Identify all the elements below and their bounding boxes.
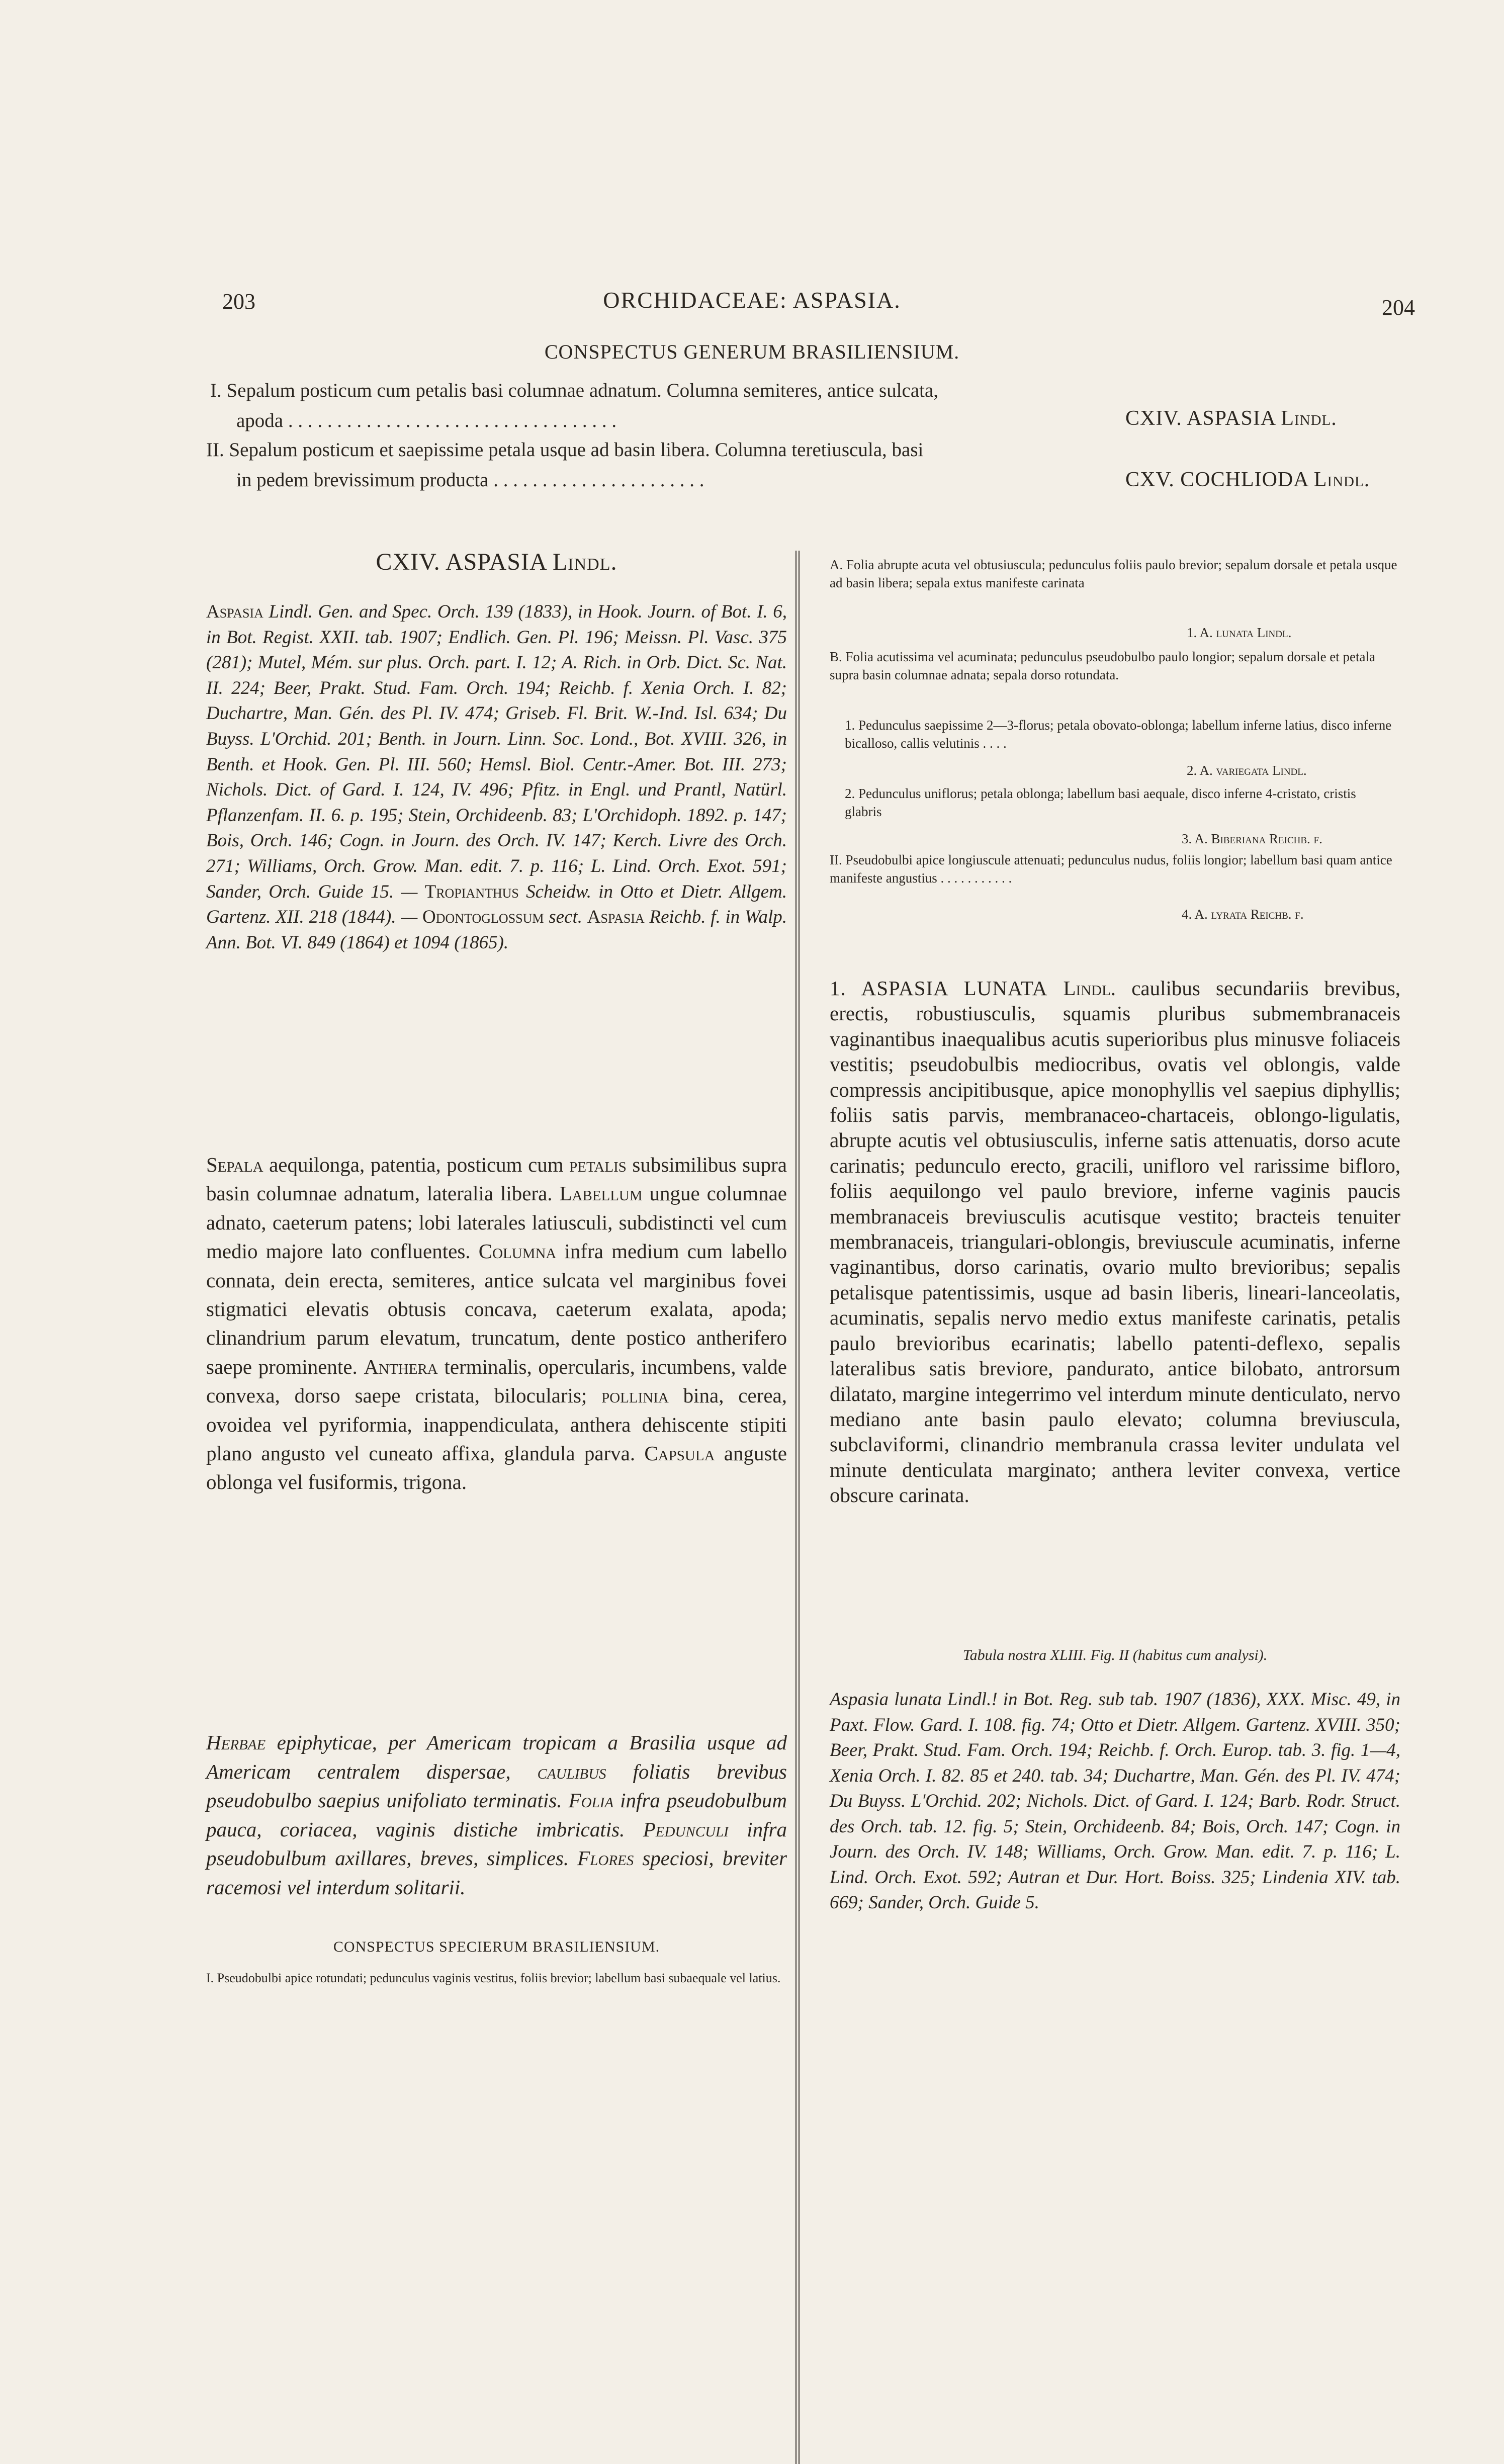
- habit-text: epiphyticae, per Americam tropicam a Brasilia usque ad Americam centralem dispersae,: [206, 1731, 787, 1783]
- desc-term: Anthera: [364, 1355, 438, 1378]
- synonym-odontoglossum-refs: Reichb. f. in Walp. Ann. Bot. VI. 849 (1864) et 1094 (1865).: [206, 907, 787, 953]
- genus-key-entry-1-genus: CXIV. ASPASIA: [1125, 407, 1275, 430]
- desc-term: pollinia: [601, 1384, 669, 1407]
- desc-text: anguste oblonga vel fusiformis, trigona.: [206, 1442, 787, 1494]
- desc-term: Sepala: [206, 1153, 263, 1176]
- genus-key-entry-2-target: [1125, 468, 1370, 492]
- habit-text: infra pseudobulbum pauca, coriacea, vaginis distiche imbricatis.: [206, 1789, 787, 1841]
- species-1-heading: 1. ASPASIA LUNATA: [830, 977, 1048, 1000]
- desc-text: aequilonga, patentia, posticum cum: [263, 1153, 570, 1176]
- genus-author: Lindl.: [552, 549, 617, 575]
- species-key-entry-B1: 1. Pedunculus saepissime 2—3-florus; petala obovato-oblonga; labellum inferne latius, disco inferne bicalloso, callis velutinis . . . .: [845, 718, 1392, 751]
- habit-term: Folia: [568, 1789, 614, 1812]
- species-key-II-result: 4. A. lyrata Reichb. f.: [1182, 907, 1304, 922]
- species-key-entry-A: A. Folia abrupte acuta vel obtusiuscula; pedunculus foliis paulo brevior; sepalum dorsale et petala usque ad basin libera; sepala extus manifeste carinata: [830, 557, 1397, 590]
- habit-term: Pedunculi: [643, 1817, 729, 1841]
- genus-key-entry-1-line1: I. Sepalum posticum cum petalis basi columnae adnatum. Columna semiteres, antice sulcata,: [210, 380, 939, 401]
- habit-term: Flores: [577, 1846, 634, 1870]
- genus-refs-lead: Aspasia: [206, 601, 263, 622]
- species-key-entry-B: B. Folia acutissima vel acuminata; pedunculus pseudobulbo paulo longior; sepalum dorsale et petala supra basin columnae adnata; sepala dorso rotundata.: [830, 649, 1375, 682]
- synonym-tropianthus-refs: Scheidw. in Otto et Dietr. Allgem. Gartenz. XII. 218 (1844). —: [206, 881, 787, 928]
- habit-text: infra pseudobulbum axillares, breves, simplices.: [206, 1817, 787, 1870]
- species-1-description: [830, 976, 1400, 1508]
- species-key-B2-result: 3. A. Biberiana Reichb. f.: [1182, 831, 1322, 846]
- synonym-sect-name: Aspasia: [587, 907, 645, 928]
- species-1-references: Aspasia lunata Lindl.! in Bot. Reg. sub tab. 1907 (1836), XXX. Misc. 49, in Paxt. Flow. Gard. I. 108. fig. 74; Otto et Dietr. Allgem. Gartenz. XVIII. 350; Beer, Prakt. Stud. Fam. Orch. 194; Reichb. f. Orch. Europ. tab. 3. fig. 1—4, Xenia Orch. I. 82. 85 et 240. tab. 34; Duchartre, Man. Gén. des Pl. IV. 474; Du Buyss. L'Orchid. 202; Nichols. Dict. of Gard. I. 124; Barb. Rodr. Struct. des Orch. tab. 12. fig. 5; Stein, Orchideenb. 84; Bois, Orch. 147; Cogn. in Journ. des Orch. IV. 148; Williams, Orch. Grow. Man. edit. 7. p. 116; L. Lind. Orch. Exot. 592; Autran et Dur. Hort. Boiss. 325; Lindenia XIV. tab. 669; Sander, Orch. Guide 5.: [830, 1689, 1400, 1913]
- desc-text: ungue columnae adnato, caeterum patens; lobi laterales latiusculi, subdistincti vel cum medio majore lato confluentes.: [206, 1182, 787, 1263]
- synonym-sect-label: sect.: [544, 907, 587, 928]
- desc-term: Columna: [478, 1240, 557, 1263]
- genus-refs-body: Lindl. Gen. and Spec. Orch. 139 (1833), in Hook. Journ. of Bot. I. 6, in Bot. Regist. XXII. tab. 1907; Endlich. Gen. Pl. 196; Meissn. Pl. Vasc. 375 (281); Mutel, Mém. sur plus. Orch. part. I. 12; A. Rich. in Orb. Dict. Sc. Nat. II. 224; Beer, Prakt. Stud. Fam. Orch. 194; Reichb. f. Xenia Orch. I. 82; Duchartre, Man. Gén. des Pl. IV. 474; Griseb. Fl. Brit. W.-Ind. Isl. 634; Du Buyss. L'Orchid. 201; Benth. in Journ. Linn. Soc. Lond., Bot. XVIII. 326, in Benth. et Hook. Gen. Pl. III. 560; Hemsl. Biol. Centr.-Amer. Bot. III. 273; Nichols. Dict. of Gard. I. 124, IV. 496; Pfitz. in Engl. und Prantl, Natürl. Pflanzenfam. II. 6. p. 195; Stein, Orchideenb. 83; L'Orchidoph. 1892. p. 147; Bois, Orch. 146; Cogn. in Journ. des Orch. IV. 147; Kerch. Livre des Orch. 271; Williams, Orch. Grow. Man. edit. 7. p. 116; L. Lind. Orch. Exot. 591; Sander, Orch. Guide 15. —: [206, 601, 787, 902]
- genus-key-entry-1-line2: apoda . . . . . . . . . . . . . . . . . . . . . . . . . . . . . . . . . .: [236, 410, 617, 431]
- species-key-entry-B2: 2. Pedunculus uniflorus; petala oblonga; labellum basi aequale, disco inferne 4-cristato, cristis glabris: [845, 786, 1356, 819]
- genus-key-entry-1-author: Lindl.: [1281, 407, 1337, 430]
- genus-key-entry-2-genus: CXV. COCHLIODA: [1125, 468, 1308, 491]
- genus-key-entry-1-target: [1125, 406, 1337, 430]
- desc-term: petalis: [569, 1153, 627, 1176]
- desc-term: Capsula: [644, 1442, 715, 1465]
- genus-key-entry-2-line2: in pedem brevissimum producta . . . . . . . . . . . . . . . . . . . . . .: [236, 469, 704, 491]
- genus-heading: [206, 548, 787, 576]
- species-1-desc-text: caulibus secundariis brevibus, erectis, robustiusculis, squamis pluribus submembranaceis vaginantibus inaequalibus acutis superioribus plus minusve foliaceis vestitis; pseudobulbis mediocribus, ovatis vel oblongis, valde compressis ancipitibusque, apice monophyllis vel saepius diphyllis; foliis satis parvis, membranaceo-chartaceis, oblongo-ligulatis, abrupte acutis vel obtusiusculis, inferne satis attenuatis, dorso acute carinatis; pedunculo erecto, gracili, unifloro vel rarissime bifloro, foliis aequilongo vel paulo breviore, inferne vaginis paucis membranaceis breviusculis acutisque vestito; bracteis tenuiter membranaceis, triangulari-oblongis, breviuscule acuminatis, inferne vaginantibus, dorso carinatis, ovario multo brevioribus; sepalis petalisque patentissimis, usque ad basin liberis, lineari-lanceolatis, acuminatis, sepalis nervo medio extus manifeste carinatis, petalis paulo brevioribus ecarinatis; labello patenti-deflexo, sepalis lateralibus satis breviore, pandurato, antice bilobato, antrorsum dilatato, margine integerrimo vel interdum minute denticulato, nervo mediano ante basin paulo elevato; columna breviuscula, subclaviformi, clinandrio membranula crassa leviter undulata vel minute denticulata marginato; anthera leviter convexa, vertice obscure carinata.: [830, 977, 1401, 1507]
- genus-references: [206, 599, 787, 955]
- genus-key-entry-2-author: Lindl.: [1313, 468, 1370, 491]
- genus-description: [206, 1151, 787, 1497]
- genus-key-entry-2-line1: II. Sepalum posticum et saepissime petala usque ad basin libera. Columna teretiuscula, basi: [206, 439, 924, 461]
- species-key-B1-result: 2. A. variegata Lindl.: [1187, 763, 1307, 778]
- desc-term: Labellum: [559, 1182, 643, 1205]
- genus-number-name: CXIV. ASPASIA: [376, 549, 546, 575]
- desc-text: subsimilibus supra basin columnae adnatum, lateralia libera.: [206, 1153, 787, 1205]
- habit-term: Herbae: [206, 1731, 266, 1754]
- genus-habit: [206, 1728, 787, 1902]
- habit-term: caulibus: [537, 1759, 606, 1783]
- species-key-title: CONSPECTUS SPECIERUM BRASILIENSIUM.: [333, 1939, 660, 1955]
- species-key-entry-I: I. Pseudobulbi apice rotundati; pedunculus vaginis vestitus, foliis brevior; labellum basi subaequale vel latius.: [206, 1971, 781, 1985]
- desc-text: infra medium cum labello connata, dein erecta, semiteres, antice sulcata vel marginibus fovei stigmatici elevatis obtusis concava, caeterum exalata, apoda; clinandrium parum elevatum, truncatum, dente postico antherifero saepe prominente.: [206, 1240, 787, 1378]
- synonym-odontoglossum: Odontoglossum: [422, 907, 544, 928]
- desc-text: terminalis, opercularis, incumbens, valde convexa, dorso saepe cristata, bilocularis;: [206, 1355, 787, 1407]
- running-title: ORCHIDACEAE: ASPASIA.: [603, 287, 901, 313]
- desc-text: bina, cerea, ovoidea vel pyriformia, inappendiculata, anthera dehiscente stipiti plano angusto vel cuneato affixa, glandula parva.: [206, 1384, 787, 1465]
- habit-text: foliatis brevibus pseudobulbo saepius unifoliato terminatis.: [206, 1759, 787, 1812]
- genus-key-title: CONSPECTUS GENERUM BRASILIENSIUM.: [544, 340, 960, 363]
- column-divider: [795, 551, 800, 2464]
- plate-reference: Tabula nostra XLIII. Fig. II (habitus cum analysi).: [962, 1647, 1268, 1663]
- page-number-right: 204: [1382, 295, 1415, 320]
- species-key-A-result: 1. A. lunata Lindl.: [1187, 625, 1292, 640]
- species-key-entry-II: II. Pseudobulbi apice longiuscule attenuati; pedunculus nudus, foliis longior; labellum basi quam antice manifeste angustius . . . . . . . . . . .: [830, 852, 1392, 886]
- habit-text: speciosi, breviter racemosi vel interdum solitarii.: [206, 1846, 787, 1899]
- page-number-left: 203: [222, 289, 255, 314]
- synonym-tropianthus: Tropianthus: [424, 881, 519, 902]
- species-1-author: Lindl.: [1063, 977, 1116, 1000]
